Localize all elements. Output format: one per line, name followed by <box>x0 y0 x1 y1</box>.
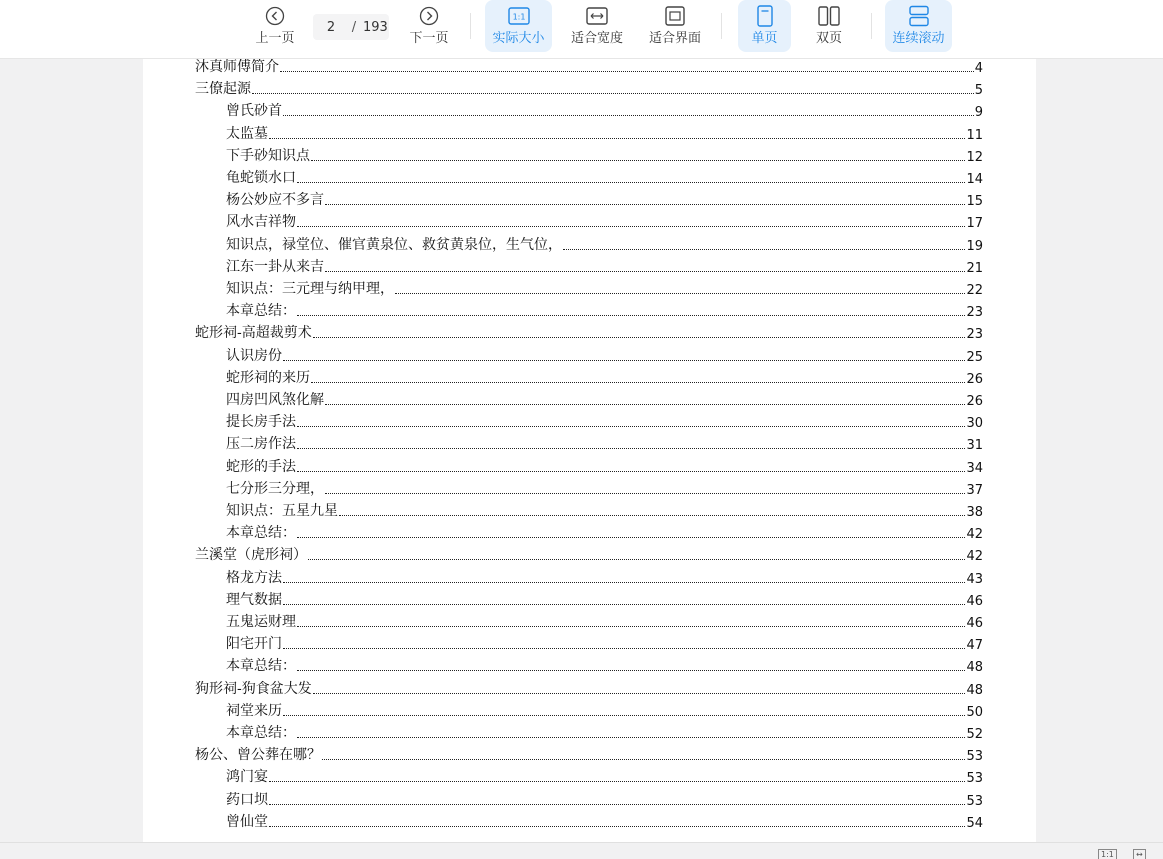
toolbar-divider <box>871 13 872 39</box>
toc-entry-page: 26 <box>966 371 983 387</box>
toc-dot-leader <box>297 670 965 671</box>
toc-dot-leader <box>297 426 965 427</box>
toc-entry-page: 37 <box>966 482 983 498</box>
continuous-scroll-icon <box>908 4 930 28</box>
fit-page-button[interactable] <box>643 0 707 52</box>
toc-entry-page: 48 <box>966 682 983 698</box>
toc-dot-leader <box>297 182 965 183</box>
toc-entry-title: 知识点：五星九星 <box>226 503 338 519</box>
toc-entry-page: 23 <box>966 327 983 343</box>
toc-entry-title: 阳宅开门 <box>226 636 282 653</box>
actual-size-icon-text: 1:1 <box>512 12 525 22</box>
single-page-icon <box>756 4 774 28</box>
toc-entry-title: 药口坝 <box>226 791 268 808</box>
toc-dot-leader <box>311 382 965 383</box>
toc-entry-page: 53 <box>966 771 983 787</box>
toc-entry-title: 曾氏砂首 <box>226 103 282 120</box>
toc-entry-title: 风水吉祥物 <box>226 214 296 231</box>
toc-entry[interactable] <box>226 143 983 165</box>
toc-entry[interactable] <box>226 254 983 276</box>
toc-dot-leader <box>313 693 966 694</box>
total-pages: 193 <box>363 19 388 35</box>
toc-entry[interactable] <box>226 121 983 143</box>
toc-entry-page: 9 <box>974 105 983 121</box>
continuous-scroll-button[interactable] <box>885 0 952 52</box>
next-page-label: 下一页 <box>409 31 449 46</box>
toc-entry-title: 三僚起源 <box>195 81 251 98</box>
toc-entry-title: 本章总结： <box>226 658 296 675</box>
toc-entry-title: 杨公妙应不多言 <box>226 192 324 209</box>
toc-entry-title: 本章总结： <box>226 303 296 320</box>
toc-entry-page: 42 <box>966 549 983 565</box>
double-page-label: 双页 <box>815 31 842 46</box>
toc-entry-page: 14 <box>966 172 983 187</box>
toc-entry[interactable] <box>226 232 983 254</box>
toc-entry-page: 46 <box>966 616 983 631</box>
toc-entry[interactable] <box>226 98 983 120</box>
toc-dot-leader <box>283 115 974 116</box>
toc-entry[interactable] <box>195 676 983 698</box>
toc-entry-title: 提长房手法 <box>226 414 296 431</box>
toc-entry[interactable] <box>226 764 983 786</box>
toc-dot-leader <box>325 404 965 405</box>
viewer-toolbar <box>0 0 1163 59</box>
toc-entry-title: 四房凹风煞化解 <box>226 392 324 408</box>
toolbar-divider <box>470 13 471 39</box>
toc-entry-page: 12 <box>966 149 983 165</box>
toc-dot-leader <box>283 648 965 649</box>
toc-dot-leader <box>325 493 965 494</box>
toc-entry[interactable] <box>226 698 983 720</box>
toc-entry-title: 蛇形祠-高超裁剪术 <box>195 325 312 342</box>
toc-entry-page: 48 <box>966 660 983 676</box>
toolbar-divider <box>721 13 722 39</box>
toc-entry-title: 江东一卦从来吉 <box>226 258 324 275</box>
toc-dot-leader <box>563 249 965 250</box>
toc-entry-page: 54 <box>966 815 983 831</box>
toc-entry-title: 蛇形的手法 <box>226 458 296 475</box>
toc-entry[interactable] <box>195 742 983 764</box>
toc-dot-leader <box>325 271 965 272</box>
toc-entry-page: 34 <box>966 460 983 476</box>
toc-entry[interactable] <box>226 454 983 476</box>
toc-dot-leader <box>297 226 965 227</box>
toc-entry[interactable] <box>226 343 983 365</box>
toc-entry-title: 兰溪堂（虎形祠） <box>195 547 307 564</box>
toc-entry-title: 祠堂来历 <box>226 702 282 719</box>
toc-dot-leader <box>297 537 965 538</box>
toc-dot-leader <box>283 715 965 716</box>
toc-dot-leader <box>283 604 965 605</box>
toc-entry-page: 23 <box>966 305 983 321</box>
status-bar <box>0 842 1163 858</box>
toc-entry-title: 鸿门宴 <box>226 769 268 786</box>
single-page-label: 单页 <box>751 31 778 46</box>
toc-entry-title: 本章总结： <box>226 525 296 542</box>
toc-entry-title: 七分形三分理， <box>226 480 324 497</box>
toc-dot-leader <box>339 515 965 516</box>
toc-dot-leader <box>269 804 965 805</box>
toc-entry-page: 25 <box>966 349 983 365</box>
toc-entry[interactable] <box>195 542 983 564</box>
next-page-button[interactable] <box>402 0 456 52</box>
toc-entry[interactable] <box>226 631 983 653</box>
toc-dot-leader <box>269 781 965 782</box>
prev-page-button[interactable] <box>248 0 302 52</box>
fit-page-label: 适合界面 <box>648 31 701 46</box>
toc-entry-page: 42 <box>966 527 983 543</box>
toc-dot-leader <box>269 826 965 827</box>
prev-page-label: 上一页 <box>255 31 295 46</box>
toc-entry[interactable] <box>226 720 983 742</box>
continuous-scroll-label: 连续滚动 <box>892 31 945 46</box>
toc-entry-page: 50 <box>966 704 983 720</box>
toc-entry-page: 21 <box>966 260 983 276</box>
toc-entry-title: 认识房份 <box>226 347 282 364</box>
chevron-right-circle-icon <box>419 4 439 28</box>
toc-entry-title: 沐真师傅简介 <box>195 59 279 75</box>
toc-entry-page: 47 <box>966 638 983 654</box>
page-indicator <box>313 14 389 40</box>
toc-entry[interactable] <box>226 565 983 587</box>
toc-entry[interactable] <box>226 165 983 187</box>
toc-entry-title: 理气数据 <box>226 591 282 608</box>
toc-entry[interactable] <box>226 387 983 409</box>
toc-entry-page: 30 <box>966 416 983 432</box>
toc-entry-page: 5 <box>974 83 983 99</box>
toc-entry[interactable] <box>226 409 983 431</box>
toc-entry[interactable] <box>226 609 983 631</box>
toc-dot-leader <box>297 315 965 316</box>
toc-entry[interactable] <box>226 276 983 298</box>
toc-entry[interactable] <box>226 298 983 320</box>
toc-dot-leader <box>252 93 974 94</box>
toc-entry-page: 26 <box>966 394 983 409</box>
toc-entry[interactable] <box>226 809 983 831</box>
toc-entry[interactable] <box>226 653 983 675</box>
toc-entry[interactable] <box>195 320 983 342</box>
toc-entry[interactable] <box>226 787 983 809</box>
toc-dot-leader <box>297 471 965 472</box>
toc-entry-page: 53 <box>966 749 983 765</box>
toc-dot-leader <box>280 71 974 72</box>
toc-entry[interactable] <box>226 476 983 498</box>
fit-mini-icon[interactable]: ↔ <box>1133 849 1146 859</box>
toc-entry[interactable] <box>226 498 983 520</box>
toc-entry-page: 22 <box>966 283 983 298</box>
toc-dot-leader <box>269 138 965 139</box>
toc-entry-title: 知识点：三元理与纳甲理， <box>226 281 394 297</box>
toc-dot-leader <box>311 160 965 161</box>
toc-entry-title: 格龙方法 <box>226 569 282 586</box>
toc-entry-title: 本章总结： <box>226 725 296 741</box>
double-page-icon <box>818 4 840 28</box>
toc-entry-title: 压二房作法 <box>226 436 296 453</box>
toc-dot-leader <box>297 448 965 449</box>
single-page-button[interactable] <box>738 0 791 52</box>
toc-dot-leader <box>322 759 965 760</box>
toc-entry[interactable] <box>195 58 983 76</box>
toc-entry-page: 43 <box>966 571 983 587</box>
toc-entry-page: 15 <box>966 194 983 210</box>
toc-entry-title: 狗形祠-狗食盆大发 <box>195 680 312 697</box>
actual-size-label: 实际大小 <box>492 31 545 46</box>
toc-entry-title: 下手砂知识点 <box>226 147 310 164</box>
toc-dot-leader <box>283 582 965 583</box>
actual-size-mini-icon[interactable]: 1:1 <box>1098 849 1117 859</box>
page-separator: / <box>351 19 357 35</box>
toc-dot-leader <box>283 360 965 361</box>
toc-entry[interactable] <box>226 520 983 542</box>
toc-entry-page: 4 <box>974 61 983 76</box>
toc-dot-leader <box>297 626 965 627</box>
toc-entry-title: 杨公、曾公葬在哪？ <box>195 747 321 764</box>
toc-entry[interactable] <box>226 365 983 387</box>
toc-entry[interactable] <box>226 587 983 609</box>
toc-dot-leader <box>297 737 965 738</box>
toc-entry-page: 46 <box>966 593 983 609</box>
toc-entry[interactable] <box>226 209 983 231</box>
current-page-input[interactable]: 2 <box>326 19 336 35</box>
toc-dot-leader <box>313 337 966 338</box>
toc-entry-title: 五鬼运财理 <box>226 614 296 630</box>
fit-width-button[interactable] <box>565 0 629 52</box>
double-page-button[interactable] <box>803 0 855 52</box>
toc-entry-title: 曾仙堂 <box>226 813 268 830</box>
toc-dot-leader <box>395 293 965 294</box>
toc-dot-leader <box>325 204 965 205</box>
fit-width-icon <box>586 4 608 28</box>
toc-entry-page: 52 <box>966 727 983 742</box>
toc-entry[interactable] <box>195 76 983 98</box>
toc-entry-page: 19 <box>966 238 983 254</box>
fit-width-label: 适合宽度 <box>570 31 623 46</box>
toc-entry-title: 知识点，禄堂位、催官黄泉位、救贫黄泉位，生气位， <box>226 236 562 253</box>
toc-entry-page: 17 <box>966 216 983 232</box>
chevron-left-circle-icon <box>265 4 285 28</box>
toc-entry[interactable] <box>226 431 983 453</box>
toc-dot-leader <box>308 559 965 560</box>
toc-entry-title: 蛇形祠的来历 <box>226 369 310 386</box>
toc-entry[interactable] <box>226 187 983 209</box>
toc-entry-page: 53 <box>966 793 983 809</box>
toc-entry-title: 太监墓 <box>226 125 268 142</box>
toc-entry-page: 38 <box>966 505 983 520</box>
fit-page-icon <box>665 4 685 28</box>
toc-entry-page: 31 <box>966 438 983 454</box>
actual-size-icon <box>508 4 530 28</box>
document-page <box>143 58 1036 842</box>
actual-size-button[interactable] <box>485 0 552 52</box>
toc-entry-title: 龟蛇锁水口 <box>226 170 296 186</box>
toc-entry-page: 11 <box>966 127 983 143</box>
